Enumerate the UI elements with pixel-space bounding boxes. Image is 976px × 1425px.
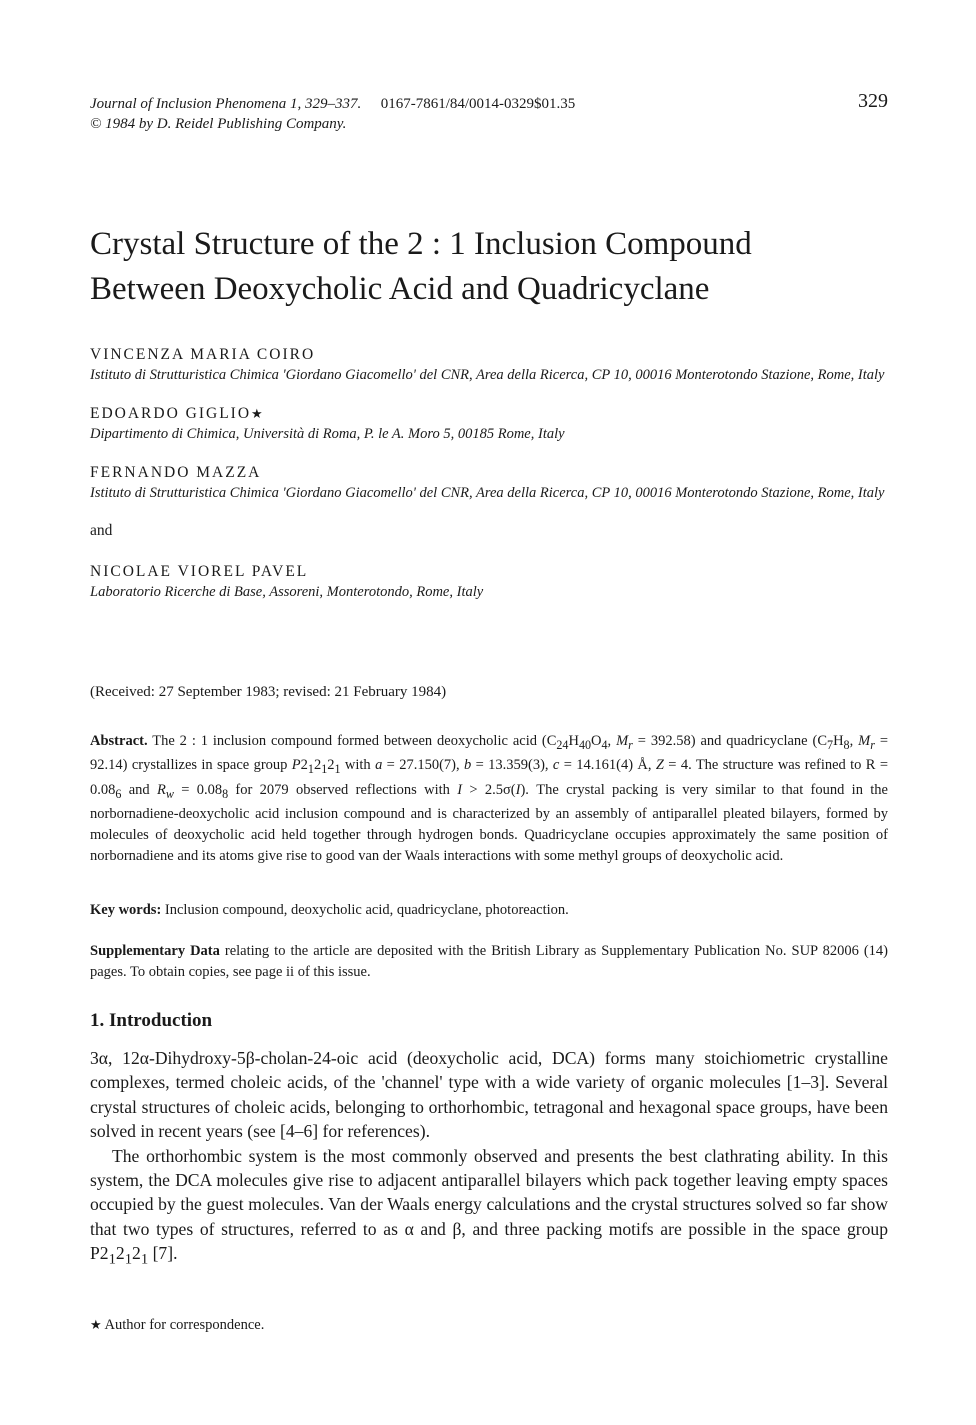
star-icon: ★ [90,1317,102,1332]
abstract-text-3: The crystal packing is very similar to that found in the norbornadiene-deoxycholic acid inclusion compound and is characterized by an assembly of antiparallel pleated bilayers, formed by molecules of deoxycholic acid held together through hydrogen bonds. Quadricyclane occupies approximately the same position of norbornadiene and its atoms give rise to good van der Waals interactions with some methyl groups of deoxycholic acid. [90,781,888,864]
footnote [90,1317,264,1334]
journal-citation: Journal of Inclusion Phenomena 1, 329–337. [90,96,362,112]
paper-title [90,222,888,312]
keywords-text: Inclusion compound, deoxycholic acid, quadricyclane, photoreaction. [164,902,569,918]
and-separator: and [90,522,113,539]
author-block [90,345,888,385]
author-name: NICOLAE VIOREL PAVEL [90,563,309,580]
author-name: VINCENZA MARIA COIRO [90,346,316,363]
author-affiliation: Istituto di Strutturistica Chimica 'Giordano Giacomello' del CNR, Area della Ricerca, CP 10, 00016 Monterotondo Stazione, Rome, Italy [90,485,885,501]
footnote-text: Author for correspondence. [104,1317,265,1333]
author-name: EDOARDO GIGLIO [90,405,252,422]
paragraph: 3α, 12α-Dihydroxy-5β-cholan-24-oic acid (deoxycholic acid, DCA) forms many stoichiometric crystalline complexes, termed choleic acids, of the 'channel' type with a wide variety of organic molecules [1–3]. Several crystal structures of choleic acids, belonging to orthorhombic, tetragonal and hexagonal space groups, have been solved in recent years (see [4–6] for references). [90,1048,888,1142]
abstract-text-2: The structure was refined to R = 0.08 [90,757,889,798]
running-header [90,90,888,134]
author-affiliation: Dipartimento di Chimica, Università di Roma, P. le A. Moro 5, 00185 Rome, Italy [90,426,565,442]
author-list [90,345,888,621]
abstract-text-1: The 2 : 1 inclusion compound formed between deoxycholic acid (C [152,733,557,749]
author-name: FERNANDO MAZZA [90,464,262,481]
page-number: 329 [858,90,888,112]
keywords-label: Key words: [90,902,162,918]
abstract-label: Abstract. [90,733,148,749]
star-icon: ★ [251,406,265,421]
author-affiliation: Laboratorio Ricerche di Base, Assoreni, Monterotondo, Rome, Italy [90,584,484,600]
author-affiliation: Istituto di Strutturistica Chimica 'Giordano Giacomello' del CNR, Area della Ricerca, CP 10, 00016 Monterotondo Stazione, Rome, Italy [90,367,885,383]
supplementary-data [90,941,888,983]
paragraph: The orthorhombic system is the most commonly observed and presents the best clathrating ability. In this system, the DCA molecules give rise to adjacent antiparallel bilayers which pack together leaving empty spaces occupied by the guest molecules. Van der Waals energy calculations and the crystal structures solved so far show that two types of structures, referred to as α and β, and three packing motifs are possible in the space group $P2_12_12_1$ [7]. [90,1145,888,1268]
author-block [90,404,888,444]
title-line-1: Crystal Structure of the 2 : 1 Inclusion Compound [90,226,752,262]
title-line-2: Between Deoxycholic Acid and Quadricyclane [90,271,710,307]
received-dates: (Received: 27 September 1983; revised: 21 February 1984) [90,684,447,700]
author-block [90,562,888,602]
abstract: Abstract. The 2 : 1 inclusion compound formed between deoxycholic acid ($C_{24}H_{40}O_4$, $M_r = 392.58$) and quadricyclane ($C_7H_8$, $M_r = 92.14$) crystallizes in space group $P2_12_12_1$ with a = 27.150(7), b = 13.359(3), c = 14.161(4) Å, Z = 4. The structure was refined to $R = 0.08_6$ and $R_w = 0.08_8$ for 2079 observed reflections with I > 2.5σ(I). The crystal packing is very similar to that found in the norbornadiene-deoxycholic acid inclusion compound and is characterized by an assembly of antiparallel pleated bilayers, formed by molecules of deoxycholic acid held together through hydrogen bonds. Quadricyclane occupies approximately the same position of norbornadiene and its atoms give rise to good van der Waals interactions with some methyl groups of deoxycholic acid. [90,733,889,864]
supplementary-text: relating to the article are deposited with the British Library as Supplementary Publication No. SUP 82006 (14) pages. To obtain copies, see page ii of this issue. [90,943,888,980]
author-block [90,463,888,503]
paragraph-text: The orthorhombic system is the most commonly observed and presents the best clathrating ability. In this system, the DCA molecules give rise to adjacent antiparallel bilayers which pack together leaving empty spaces occupied by the guest molecules. Van der Waals energy calculations and the crystal structures solved so far show that two types of structures, referred to as α and β, and three packing motifs are possible in the space group P2 [90,1145,888,1264]
introduction-body [90,1046,888,1272]
section-heading: 1. Introduction [90,1010,213,1031]
copyright-line: © 1984 by D. Reidel Publishing Company. [90,116,347,132]
keywords [90,900,888,920]
issn-code: 0167-7861/84/0014-0329$01.35 [380,96,576,112]
supplementary-label: Supplementary Data [90,943,220,959]
